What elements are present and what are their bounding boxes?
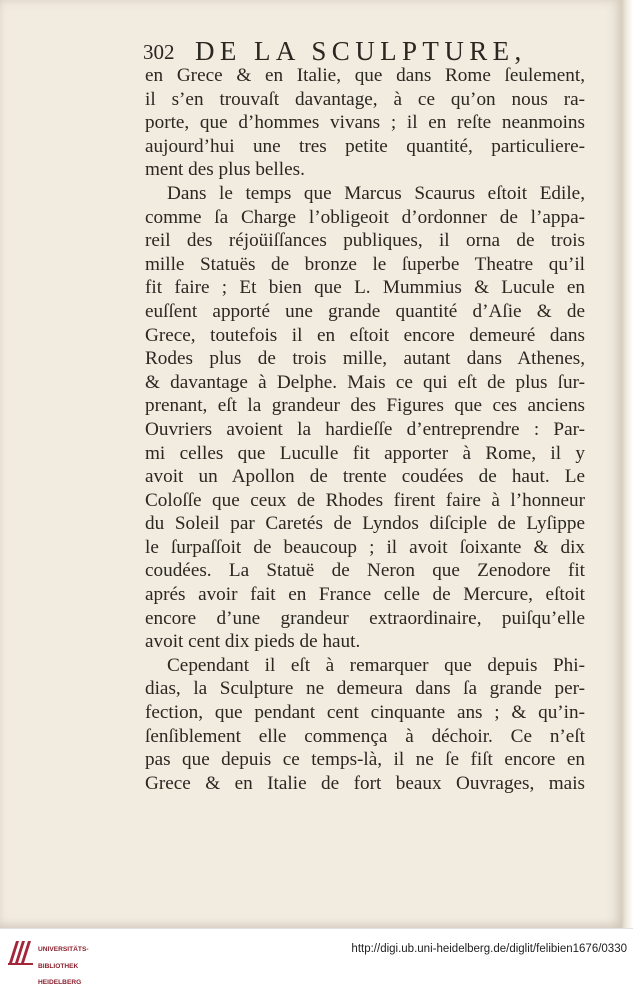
- text-line: avoit cent dix pieds de haut.: [145, 631, 361, 653]
- running-title: DE LA SCULPTURE,: [195, 36, 527, 66]
- library-name: [38, 938, 89, 995]
- page-number: 302: [143, 40, 175, 64]
- heidelberg-library-logo-icon[interactable]: [6, 935, 36, 967]
- text-line: avoit un Apollon de trente coudées de haut. Le: [145, 466, 585, 488]
- text-line: pas que depuis ce temps-là, il ne ſe fiſt encore en: [145, 749, 585, 771]
- text-line: en Grece & en Italie, que dans Rome ſeulement,: [145, 65, 585, 86]
- text-line: Ouvriers avoient la hardieſſe d’entreprendre : Par-: [145, 418, 585, 440]
- text-line: Grece, toutefois il en eſtoit encore demeuré dans: [145, 324, 585, 346]
- footer-bar: [0, 928, 633, 987]
- text-line: fit faire ; Et bien que L. Mummius & Lucule en: [145, 277, 585, 299]
- text-line: le ſurpaſſoit de beaucoup ; il avoit ſoixante & dix: [145, 536, 585, 558]
- text-line: Dans le temps que Marcus Scaurus eſtoit Edile,: [167, 182, 585, 204]
- text-line: Rodes plus de trois mille, autant dans Athenes,: [145, 348, 585, 370]
- text-line: ment des plus belles.: [145, 159, 305, 181]
- text-line: encore d’une grandeur extraordinaire, puiſqu’elle: [145, 607, 585, 629]
- text-line: fection, que pendant cent cinquante ans ; & qu’in-: [145, 702, 585, 724]
- text-line: mi celles que Luculle fit apporter à Rome, il y: [145, 442, 585, 464]
- library-name-line: HEIDELBERG: [38, 979, 82, 987]
- text-line: prenant, eſt la grandeur des Figures que ces anciens: [145, 395, 585, 417]
- text-line: mille Statuës de bronze le ſuperbe Theatre qu’il: [145, 253, 585, 275]
- text-line: euſſent apporté une grande quantité d’Aſie & de: [145, 300, 585, 322]
- text-line: du Soleil par Caretés de Lyndos diſciple de Lyſippe: [145, 513, 585, 535]
- text-line: aprés avoir fait en France celle de Mercure, eſtoit: [145, 584, 585, 606]
- text-line: Grece & en Italie de fort beaux Ouvrages, mais: [145, 772, 585, 794]
- body-text: [145, 64, 585, 795]
- text-line: Cependant il eſt à remarquer que depuis Phi-: [167, 654, 585, 676]
- text-line: aujourd’hui une tres petite quantité, particuliere-: [145, 135, 585, 157]
- library-name-line: BIBLIOTHEK: [38, 962, 79, 970]
- source-url-link[interactable]: http://digi.ub.uni-heidelberg.de/diglit/felibien1676/0330: [351, 943, 627, 955]
- text-line: coudées. La Statuë de Neron que Zenodore fit: [145, 560, 585, 582]
- text-line: il s’en trouvaſt davantage, à ce qu’on nous ra-: [145, 88, 585, 110]
- text-line: porte, que d’hommes vivans ; il en reſte neanmoins: [145, 112, 585, 134]
- page-edge: [622, 0, 633, 928]
- text-line: & davantage à Delphe. Mais ce qui eſt de plus ſur-: [145, 371, 585, 393]
- library-name-line: UNIVERSITÄTS-: [38, 946, 89, 954]
- text-line: comme ſa Charge l’obligeoit d’ordonner de l’appa-: [145, 206, 585, 228]
- text-line: reil des réjoüiſſances publiques, il orna de trois: [145, 230, 585, 252]
- text-line: dias, la Sculpture ne demeura dans ſa grande per-: [145, 678, 585, 700]
- text-line: ſenſiblement elle commença à déchoir. Ce n’eſt: [145, 725, 585, 747]
- text-line: Coloſſe que ceux de Rhodes firent faire à l’honneur: [145, 489, 585, 511]
